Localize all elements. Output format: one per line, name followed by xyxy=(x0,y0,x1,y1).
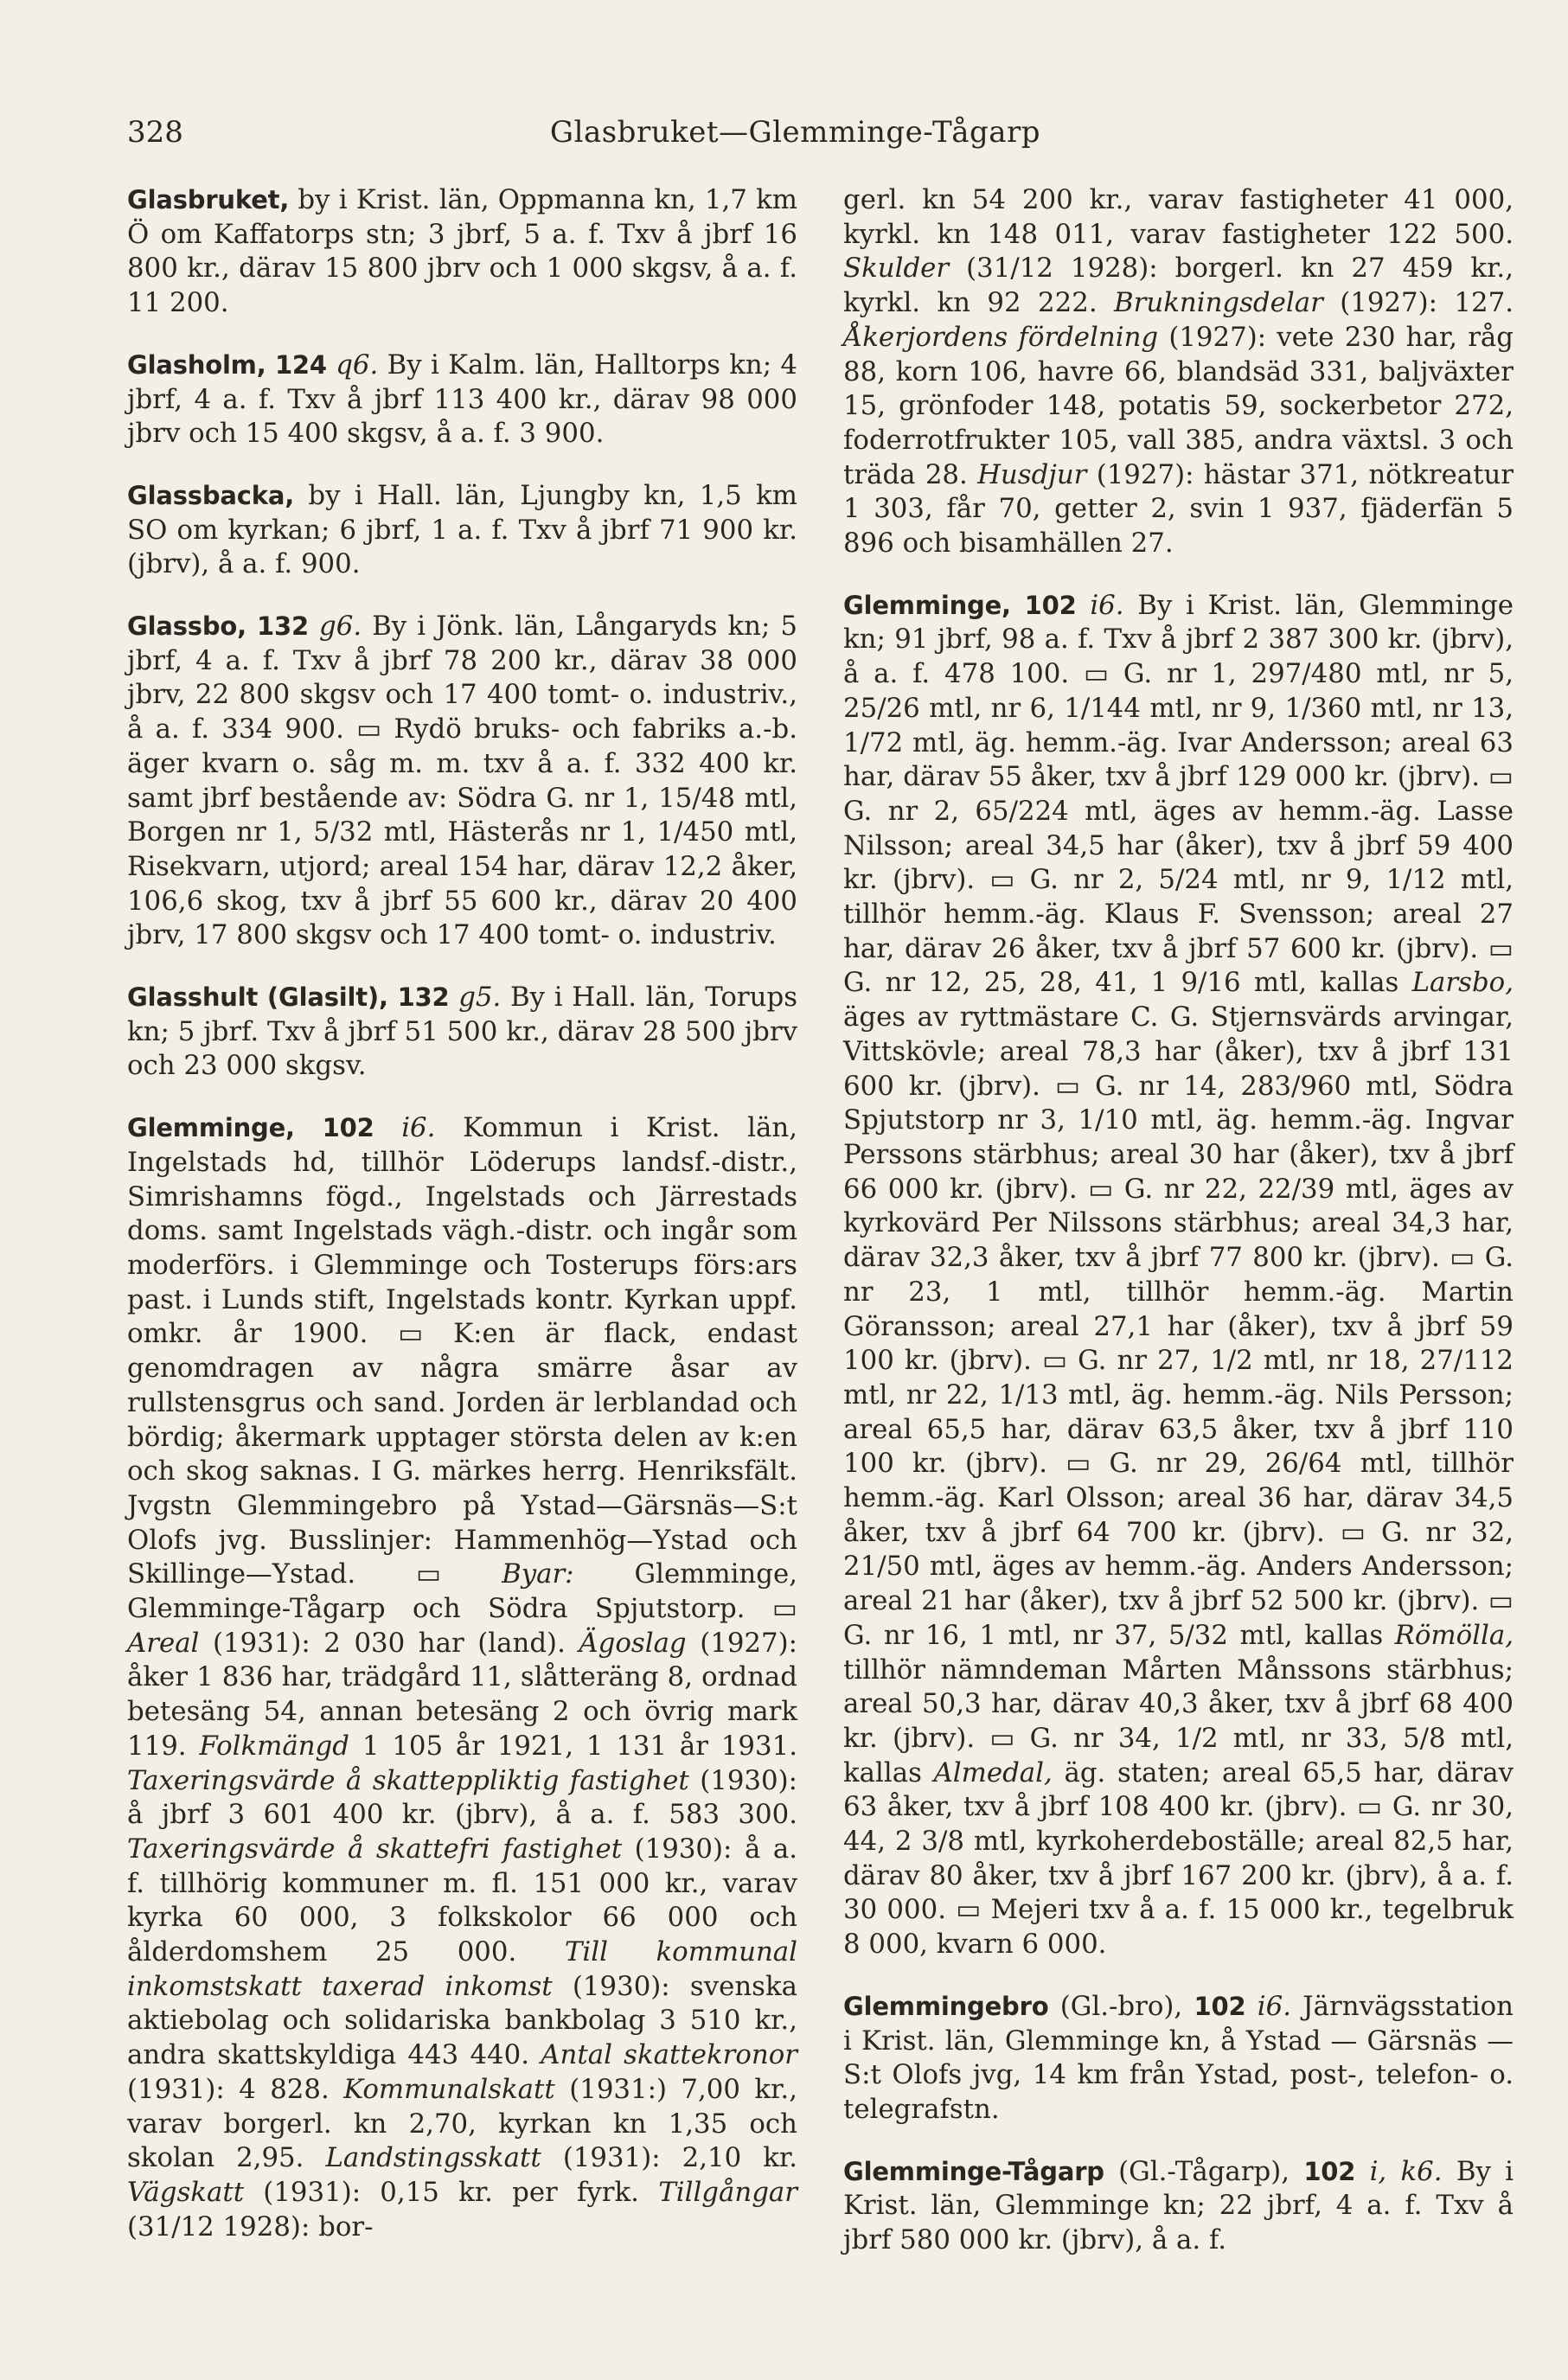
entry-text: (1931): 2,10 kr. xyxy=(541,2142,798,2174)
dictionary-entry xyxy=(843,1990,1514,2127)
entry-italic-text: i, k6. xyxy=(1369,2155,1443,2187)
entry-italic-text: Kommunalskatt xyxy=(343,2073,555,2105)
entry-text: (31/12 1928): bor- xyxy=(127,2210,374,2242)
entry-text: (1931): 0,15 kr. per fyrk. xyxy=(244,2176,659,2208)
entry-italic-text: g5. xyxy=(458,982,502,1014)
entry-italic-text: i6. xyxy=(401,1112,436,1144)
dictionary-entry xyxy=(843,589,1514,1962)
entry-text: (1930): å a. f. tillhörig kommuner m. fl. 151 000 kr., varav kyrka 60 000, 3 folkskolor 66 000 och ålderdomshem 25 000. xyxy=(127,1833,797,1968)
entry-italic-text: Brukningsdelar xyxy=(1114,287,1323,319)
running-head: Glasbruket—Glemminge-Tågarp xyxy=(549,115,1041,150)
entry-italic-text: i6. xyxy=(1090,589,1124,621)
entry-text: By i Jönk. län, Långaryds kn; 5 jbrf, 4 a. f. Txv å jbrf 78 200 kr., därav 38 000 jbrv, 22 800 skgsv och 17 400 tomt- o. industriv., å a. f. 334 900. ▭ Rydö bruks- och fabriks a.-b. äger kvarn o. såg m. m. txv å a. f. 332 400 kr. samt jbrf bestående av: Södra G. nr 1, 15/48 mtl, Borgen nr 1, 5/32 mtl, Hästerås nr 1, 1/450 mtl, Risekvarn, utjord; areal 154 har, därav 12,2 åker, 106,6 skog, txv å jbrf 55 600 kr., därav 20 400 jbrv, 17 800 skgsv och 17 400 tomt- o. industriv. xyxy=(127,611,797,951)
entry-text: tillhör nämndeman Mårten Månssons stärbhus; areal 50,3 har, därav 40,3 åker, txv å jbrf 68 400 kr. (jbrv). ▭ G. nr 34, 1/2 mtl, nr 33, 5/8 mtl, kallas xyxy=(843,1654,1514,1788)
entry-text: (1931): 4 828. xyxy=(127,2073,344,2105)
entry-text: By i Krist. län, Glemminge kn; 91 jbrf, 98 a. f. Txv å jbrf 2 387 300 kr. (jbrv), å a. f. 478 100. ▭ G. nr 1, 297/480 mtl, nr 5, 25/26 mtl, nr 6, 1/144 mtl, nr 9, 1/360 mtl, nr 13, 1/72 mtl, äg. hemm.-äg. Ivar Andersson; areal 63 har, därav 55 åker, txv å jbrf 129 000 kr. (jbrv). ▭ G. nr 2, 65/224 mtl, äges av hemm.-äg. Lasse Nilsson; areal 34,5 har (åker), txv å jbrf 59 400 kr. (jbrv). ▭ G. nr 2, 5/24 mtl, nr 9, 1/12 mtl, tillhör hemm.-äg. Klaus F. Svensson; areal 27 har, därav 26 åker, txv å jbrf 57 600 kr. (jbrv). ▭ G. nr 12, 25, 28, 41, 1 9/16 mtl, kallas xyxy=(843,589,1514,999)
entry-headword: 102 xyxy=(1194,1991,1246,2021)
entry-text: (1927): 127. xyxy=(1322,287,1514,319)
entry-headword: Glemminge, 102 xyxy=(127,1113,374,1143)
entry-italic-text: g6. xyxy=(319,611,362,643)
entry-text: (1927): vete 230 har, råg 88, korn 106, havre 66, blandsäd 331, baljväxter 15, grönfoder 148, potatis 59, sockerbetor 272, foderrotfrukter 105, vall 385, andra växtsl. 3 och träda 28. xyxy=(843,321,1514,490)
entry-italic-text: Taxeringsvärde å skattefri fastighet xyxy=(127,1833,623,1865)
entry-italic-text: Folkmängd xyxy=(199,1730,349,1762)
dictionary-entry xyxy=(127,981,797,1084)
entry-text: (1927): åker 1 836 har, trädgård 11, slåtteräng 8, ordnad betesäng 54, annan betesäng 2 och övrig mark 119. xyxy=(127,1627,797,1762)
entry-text: (1930): å jbrf 3 601 400 kr. (jbrv), å a. f. 583 300. xyxy=(127,1764,797,1831)
entry-headword: Glassbo, 132 xyxy=(127,611,309,642)
entry-italic-text: Antal skattekronor xyxy=(541,2039,797,2071)
dictionary-entry xyxy=(127,349,797,451)
entry-italic-text: i6. xyxy=(1257,1990,1291,2022)
entry-text: (1927): hästar 371, nötkreatur 1 303, får 70, getter 2, svin 1 937, fjäderfän 5 896 och bisamhällen 27. xyxy=(843,458,1514,560)
entry-text: (Gl.-Tågarp), xyxy=(1104,2155,1304,2187)
entry-text: by i Krist. län, Oppmanna kn, 1,7 km Ö om Kaffatorps stn; 3 jbrf, 5 a. f. Txv å jbrf 16 800 kr., därav 15 800 jbrv och 1 000 skgsv, å a. f. 11 200. xyxy=(127,184,797,319)
entry-italic-text: Skulder xyxy=(843,253,950,285)
entry-headword: Glassbacka, xyxy=(127,480,295,510)
entry-headword: Glasbruket, xyxy=(127,185,290,214)
entry-text xyxy=(1355,2156,1369,2187)
entry-italic-text: Ägoslag xyxy=(579,1627,687,1659)
entry-headword: Glemminge, 102 xyxy=(843,590,1077,620)
entry-italic-text: Till kommunal inkomstskatt taxerad inkomst xyxy=(127,1936,798,2002)
left-column xyxy=(127,183,797,2272)
entry-headword: Glemminge-Tågarp xyxy=(843,2156,1104,2186)
entry-text xyxy=(1077,590,1091,621)
entry-italic-text: Byar: xyxy=(502,1558,574,1590)
entry-italic-text: Vägskatt xyxy=(127,2176,245,2208)
entry-text: Järnvägsstation i Krist. län, Glemminge kn, å Ystad — Gärsnäs — S:t Olofs jvg, 14 km från Ystad, post-, telefon- o. telegrafstn. xyxy=(843,1990,1514,2125)
entry-italic-text: Tillgångar xyxy=(658,2176,797,2208)
dictionary-entry xyxy=(843,183,1514,561)
entry-italic-text: Römölla, xyxy=(1394,1619,1514,1651)
entry-text: By i Krist. län, Glemminge kn; 22 jbrf, 4 a. f. Txv å jbrf 580 000 kr. (jbrv), å a. f. xyxy=(843,2155,1514,2256)
entry-text: by i Hall. län, Ljungby kn, 1,5 km SO om kyrkan; 6 jbrf, 1 a. f. Txv å jbrf 71 900 kr. (jbrv), å a. f. 900. xyxy=(127,479,797,580)
entry-text: By i Kalm. län, Halltorps kn; 4 jbrf, 4 a. f. Txv å jbrf 113 400 kr., därav 98 000 jbrv och 15 400 skgsv, å a. f. 3 900. xyxy=(127,349,797,450)
page-header xyxy=(127,115,1463,158)
entry-headword: Glemmingebro xyxy=(843,1991,1049,2021)
entry-text xyxy=(327,349,336,381)
entry-text: (1931:) 7,00 kr., varav borgerl. kn 2,70, kyrkan kn 1,35 och skolan 2,95. xyxy=(127,2073,797,2174)
entry-text: (31/12 1928): borgerl. kn 27 459 kr., kyrkl. kn 92 222. xyxy=(843,253,1514,319)
entry-italic-text: Taxeringsvärde å skatteppliktig fastighet xyxy=(127,1764,689,1796)
entry-text xyxy=(309,611,319,642)
entry-italic-text: Areal xyxy=(127,1627,200,1659)
entry-text: äges av ryttmästare C. G. Stjernsvärds arvingar, Vittskövle; areal 78,3 har (åker), txv å jbrf 131 600 kr. (jbrv). ▭ G. nr 14, 283/960 mtl, Södra Spjutstorp nr 3, 1/10 mtl, äg. hemm.-äg. Ingvar Perssons stärbhus; areal 30 har (åker), txv å jbrf 66 000 kr. (jbrv). ▭ G. nr 22, 22/39 mtl, äges av kyrkovärd Per Nilssons stärbhus; areal 34,3 har, därav 32,3 åker, txv å jbrf 77 800 kr. (jbrv). ▭ G. nr 23, 1 mtl, tillhör hemm.-äg. Martin Göransson; areal 27,1 har (åker), txv å jbrf 59 100 kr. (jbrv). ▭ G. nr 27, 1/2 mtl, nr 18, 27/112 mtl, nr 22, 1/13 mtl, äg. hemm.-äg. Nils Persson; areal 65,5 har, därav 63,5 åker, txv å jbrf 110 100 kr. (jbrv). ▭ G. nr 29, 26/64 mtl, tillhör hemm.-äg. Karl Olsson; areal 36 har, därav 34,5 åker, txv å jbrf 64 700 kr. (jbrv). ▭ G. nr 32, 21/50 mtl, äges av hemm.-äg. Anders Andersson; areal 21 har (åker), txv å jbrf 52 500 kr. (jbrv). ▭ G. nr 16, 1 mtl, nr 37, 5/32 mtl, kallas xyxy=(843,1001,1514,1651)
entry-italic-text: Larsbo, xyxy=(1411,967,1514,999)
entry-text: Glemminge, Glemminge-Tågarp och Södra Spjutstorp. ▭ xyxy=(127,1558,797,1625)
entry-text: gerl. kn 54 200 kr., varav fastigheter 41 000, kyrkl. kn 148 011, varav fastigheter 122 500. xyxy=(843,184,1514,250)
entry-italic-text: Almedal, xyxy=(933,1756,1053,1788)
entry-italic-text: Landstingsskatt xyxy=(325,2142,541,2174)
entry-headword: 102 xyxy=(1303,2156,1356,2186)
entry-text: (1930): svenska aktiebolag och solidariska bankbolag 3 510 kr., andra skattskyldiga 443 440. xyxy=(127,1970,797,2071)
entry-text: 1 105 år 1921, 1 131 år 1931. xyxy=(349,1730,797,1762)
entry-text xyxy=(450,982,459,1013)
entry-text: (Gl.-bro), xyxy=(1048,1990,1194,2022)
entry-text: (1931): 2 030 har (land). xyxy=(199,1627,579,1659)
right-column xyxy=(843,183,1514,2286)
dictionary-entry xyxy=(127,1111,797,2244)
entry-text: Kommun i Krist. län, Ingelstads hd, tillhör Löderups landsf.-distr., Simrishamns fögd., Ingelstads och Järrestads doms. samt Ingelstads vägh.-distr. och ingår som moderförs. i Glemminge och Tosterups förs:ars past. i Lunds stift, Ingelstads kontr. Kyrkan uppf. omkr. år 1900. ▭ K:en är flack, endast genomdragen av några smärre åsar av rullstensgrus och sand. Jorden är lerblandad och bördig; åkermark upptager största delen av k:en och skog saknas. I G. märkes herrg. Henriksfält. Jvgstn Glemmingebro på Ystad—Gärsnäs—S:t Olofs jvg. Busslinjer: Hammenhög—Ystad och Skillinge—Ystad. ▭ xyxy=(127,1112,797,1590)
entry-italic-text: Husdjur xyxy=(977,458,1087,490)
dictionary-entry xyxy=(127,479,797,582)
entry-italic-text: q6. xyxy=(336,349,379,381)
dictionary-entry xyxy=(127,610,797,953)
entry-text xyxy=(374,1112,402,1143)
page-number: 328 xyxy=(127,115,183,150)
entry-text: By i Hall. län, Torups kn; 5 jbrf. Txv å jbrf 51 500 kr., därav 28 500 jbrv och 23 000 skgsv. xyxy=(127,982,797,1082)
entry-headword: Glasholm, 124 xyxy=(127,349,327,380)
dictionary-entry xyxy=(843,2155,1514,2258)
dictionary-entry xyxy=(127,183,797,321)
entry-italic-text: Åkerjordens fördelning xyxy=(843,321,1159,353)
entry-text: äg. staten; areal 65,5 har, därav 63 åker, txv å jbrf 108 400 kr. (jbrv). ▭ G. nr 30, 44, 2 3/8 mtl, kyrkoherdeboställe; areal 82,5 har, därav 80 åker, txv å jbrf 167 200 kr. (jbrv), å a. f. 30 000. ▭ Mejeri txv å a. f. 15 000 kr., tegelbruk 8 000, kvarn 6 000. xyxy=(843,1756,1514,1961)
entry-headword: Glasshult (Glasilt), 132 xyxy=(127,982,450,1013)
entry-text xyxy=(1245,1991,1257,2022)
